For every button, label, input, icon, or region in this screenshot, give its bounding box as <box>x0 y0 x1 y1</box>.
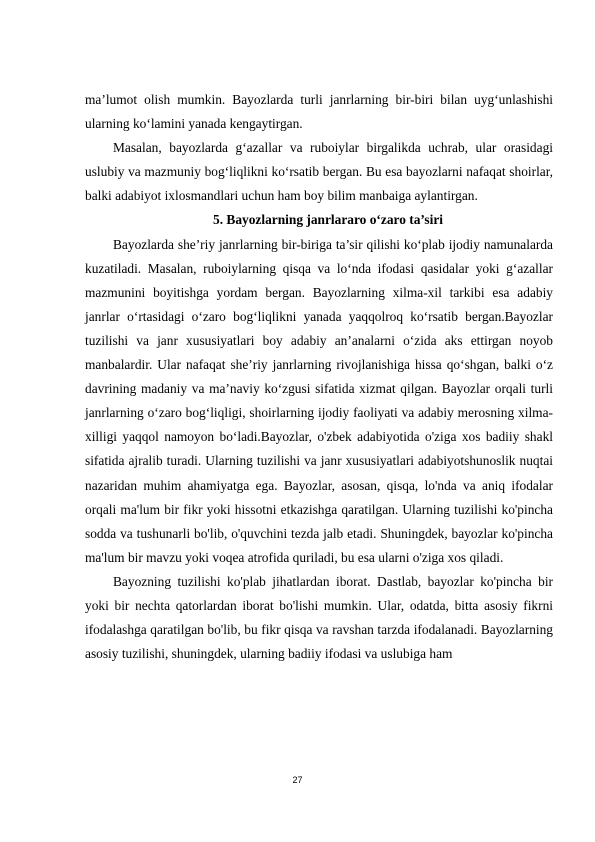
section-heading: 5. Bayozlarning janrlararo o‘zaro ta’siri <box>213 212 443 228</box>
paragraph: Bayozlarda she’riy janrlarning bir-biriga ta’sir qilishi ko‘plab ijodiy namunalarda kuzatiladi. Masalan, ruboiylarning qisqa va lo‘nda ifodasi qasidalar yoki g‘azallar mazmunini boyitishga yordam bergan. Bayozlarning xilma-xil tarkibi esa adabiy janrlar o‘rtasidagi o‘zaro bog‘liqlikni yanada yaqqolroq ko‘rsatib bergan.Bayozlar tuzilishi va janr xususiyatlari boy adabiy an’analarni o‘zida aks ettirgan noyob manbalardir. Ular nafaqat she’riy janrlarning rivojlanishiga hissa qo‘shgan, balki o‘z davrining madaniy va ma’naviy ko‘zgusi sifatida xizmat qilgan. Bayozlar orqali turli janrlarning o‘zaro bog‘liqligi, shoirlarning ijodiy faoliyati va adabiy merosning xilma-xilligi yaqqol namoyon bo‘ladi.Bayozlar, o'zbek adabiyotida o'ziga xos badiiy shakl sifatida ajralib turadi. Ularning tuzilishi va janr xususiyatlari adabiyotshunoslik nuqtai nazaridan muhim ahamiyatga ega. Bayozlar, asosan, qisqa, lo'nda va aniq ifodalar orqali ma'lum bir fikr yoki hissotni etkazishga qaratilgan. Ularning tuzilishi ko'pincha sodda va tushunarli bo'lib, o'quvchini tezda jalb etadi. Shuningdek, bayozlar ko'pincha ma'lum bir mavzu yoki voqea atrofida quriladi, bu esa ularni o'ziga xos qiladi. <box>85 236 553 565</box>
page-body <box>85 88 553 666</box>
paragraph: ma’lumot olish mumkin. Bayozlarda turli janrlarning bir-biri bilan uyg‘unlashishi ularning ko‘lamini yanada kengaytirgan. <box>85 92 553 132</box>
paragraph: Bayozning tuzilishi ko'plab jihatlardan iborat. Dastlab, bayozlar ko'pincha bir yoki bir nechta qatorlardan iborat bo'lishi mumkin. Ular, odatda, bitta asosiy fikrni ifodalashga qaratilgan bo'lib, bu fikr qisqa va ravshan tarzda ifodalanadi. Bayozlarning asosiy tuzilishi, shuningdek, ularning badiiy ifodasi va uslubiga ham <box>85 573 553 662</box>
page-number: 27 <box>292 775 303 785</box>
paragraph: Masalan, bayozlarda g‘azallar va ruboiylar birgalikda uchrab, ular orasidagi uslubiy va mazmuniy bog‘liqlikni ko‘rsatib bergan. Bu esa bayozlarni nafaqat shoirlar, balki adabiyot ixlosmandlari uchun ham boy bilim manbaiga aylantirgan. <box>85 140 553 204</box>
